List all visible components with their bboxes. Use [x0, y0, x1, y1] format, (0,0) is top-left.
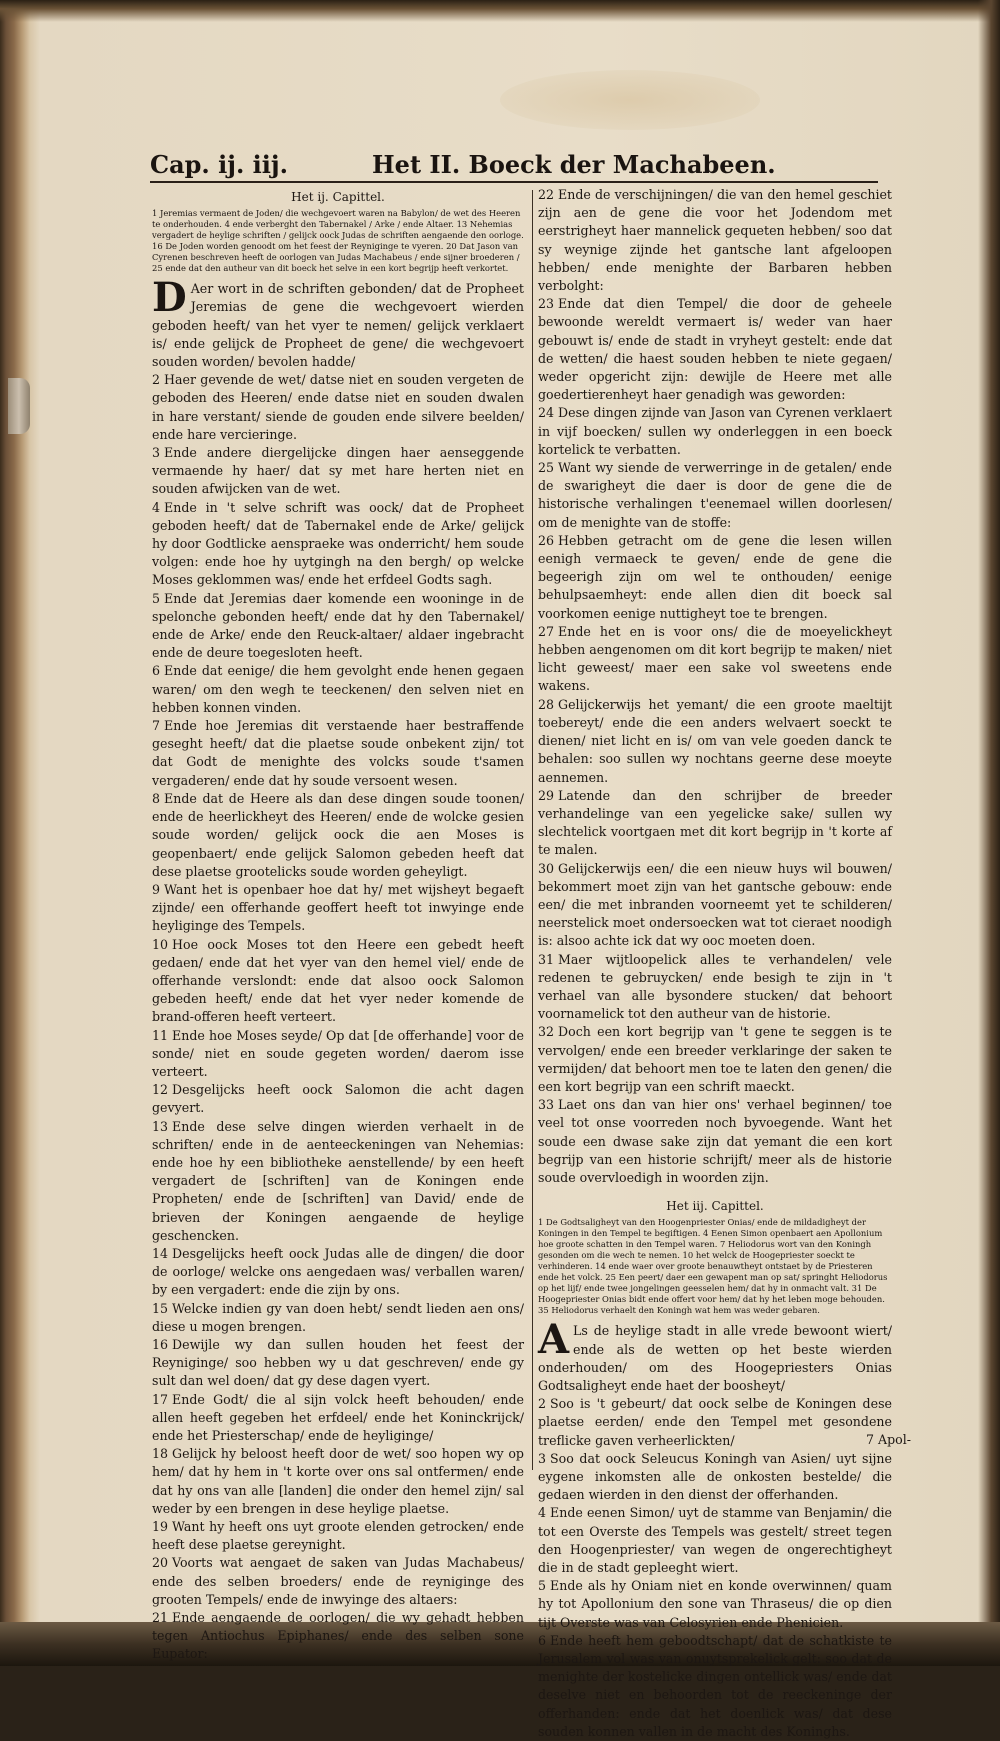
- verse-30: [538, 860, 892, 951]
- verse-text: Soo is 't gebeurt/ dat oock selbe de Koningen dese plaetse eerden/ ende den Tempel met gesondene treflicke gaven verheerlickten/: [538, 1396, 892, 1448]
- verse-text: Dewijle wy dan sullen houden het feest der Reyniginge/ soo hebben wy u dat geschreven/ ende gy sult dan wel doen/ dat gy dese dagen vyert.: [152, 1336, 524, 1389]
- verse-10: [152, 936, 524, 1027]
- verse-text: Ende andere diergelijcke dingen haer aenseggende vermaende hy haer/ dat sy met hare herten niet en souden afwijcken van de wet.: [152, 445, 524, 497]
- verse-22: [538, 186, 892, 295]
- verse-5: [538, 1577, 892, 1632]
- page-edge: [978, 0, 1000, 1666]
- verse-4: [538, 1504, 892, 1577]
- verse-21: [152, 1609, 524, 1664]
- verse-text: Desgelijcks heeft oock Judas alle de dingen/ die door de oorloge/ welcke ons aengedaen was/ verballen waren/ by een vergadert: ende die zijn by ons.: [152, 1245, 524, 1298]
- verse-text: Gelijck hy beloost heeft door de wet/ soo hopen wy op hem/ dat hy hem in 't korte over ons sal ontfermen/ ende dat hy ons van alle [landen] die onder den hemel zijn/ sal weder by een brengen in dese heylige plaetse.: [152, 1446, 524, 1516]
- verse-18: [152, 1445, 524, 1518]
- verse-number: 3: [538, 1450, 547, 1466]
- verse-2: [538, 1395, 892, 1450]
- binding-shadow: [0, 0, 1000, 22]
- verse-number: 4: [538, 1505, 547, 1521]
- verse-5: [152, 590, 524, 663]
- verse-number: 23: [538, 296, 555, 312]
- chapter-3-title: Het iij. Capittel.: [666, 1199, 764, 1214]
- verse-12: [152, 1081, 524, 1117]
- verse-number: 25: [538, 460, 555, 476]
- verse-28: [538, 696, 892, 787]
- verse-33: [538, 1096, 892, 1187]
- book-title: Het II. Boeck der Machabeen.: [372, 150, 776, 179]
- verse-6: [152, 662, 524, 717]
- verse-7: [152, 717, 524, 790]
- verse-4: [152, 499, 524, 590]
- verse-14: [152, 1245, 524, 1300]
- verse-number: 18: [152, 1446, 169, 1462]
- verse-16: [152, 1336, 524, 1391]
- left-column: [152, 186, 524, 1664]
- chapter-label: Cap. ij. iij.: [150, 150, 288, 179]
- verse-23: [538, 295, 892, 404]
- verse-text: Ende in 't selve schrift was oock/ dat de Propheet geboden heeft/ dat de Tabernakel ende de Arke/ gelijck hy door Godtlicke aenspraeke was onderricht/ hem soude volgen: ende hoe hy uytgingh na den bergh/ op welcke Moses geklommen was/ ende het erfdeel Godts sagh.: [152, 499, 524, 588]
- verse-number: 31: [538, 951, 555, 967]
- verse-number: 7: [152, 718, 161, 734]
- column-divider: [532, 190, 533, 1470]
- verse-text: Ende heeft hem geboodtschapt/ dat de schatkiste te Jerusalem vol was van onuytsprekelick gelt: soo dat de menighte der kostelicke dingen ontellick was/ ende dat deselve niet en behoorden tot de reeckeninge der offerhanden: ende dat het doenlick was/ dat dese souden konnen vallen in de macht des Koninghs.: [538, 1632, 892, 1739]
- verse-number: 19: [152, 1519, 169, 1535]
- verse-text: Want het is openbaer hoe dat hy/ met wijsheyt begaeft zijnde/ een offerhande geoffert heeft tot inwyinge ende heyliginge des Tempels.: [152, 881, 524, 934]
- verse-text: Desgelijcks heeft oock Salomon die acht dagen gevyert.: [152, 1082, 524, 1116]
- verse-text: Want hy heeft ons uyt groote elenden getrocken/ ende heeft dese plaetse gereynight.: [152, 1519, 524, 1553]
- verse-number: 13: [152, 1118, 169, 1134]
- verse-number: 14: [152, 1245, 169, 1261]
- verse-number: 20: [152, 1555, 169, 1571]
- verse-number: 15: [152, 1300, 169, 1316]
- running-header: [150, 150, 776, 190]
- verse-text: Ende dat dien Tempel/ die door de geheele bewoonde wereldt vermaert is/ weder van haer gebouwt is/ ende de stadt in vryheyt gestelt: ende dat de wetten/ die haest souden hebben te niete gegaen/ weder opgericht zijn: dewijle de Heere met alle goedertierenheyt haer genadigh was geworden:: [538, 296, 892, 403]
- verse-32: [538, 1023, 892, 1096]
- chapter-2-verses-cont: [538, 186, 892, 1187]
- verse-26: [538, 532, 892, 623]
- verse-29: [538, 787, 892, 860]
- verse-number: 10: [152, 936, 169, 952]
- verse-text: Ende dat Jeremias daer komende een wooninge in de spelonche gebonden heeft/ ende dat hy den Tabernakel/ ende de Arke/ ende den Reuck-altaer/ aldaer ingebracht ende de deure toegesloten heeft.: [152, 590, 524, 661]
- verse-24: [538, 404, 892, 459]
- verse-text: Gelijckerwijs een/ die een nieuw huys wil bouwen/ bekommert moet zijn van het gantsche gebouw: ende een/ die met inbranden voorneemt yet te schilderen/ neerstelick moet ondersoecken wat tot cieraet noodigh is: alsoo achte ick dat wy ooc moeten doen.: [538, 860, 892, 949]
- verse-number: 9: [152, 881, 161, 897]
- verse-number: 3: [152, 445, 161, 461]
- verse-20: [152, 1554, 524, 1609]
- drop-cap: D: [152, 274, 187, 322]
- drop-cap: A: [538, 1316, 570, 1364]
- verse-number: 33: [538, 1097, 555, 1113]
- verse-text: Latende dan den schrijber de breeder verhandelinge van een yegelicke sake/ sullen wy slechtelick voortgaen met dit kort begrijp in 't korte af te malen.: [538, 787, 892, 858]
- verse-17: [152, 1391, 524, 1446]
- verse-text: Hoe oock Moses tot den Heere een gebedt heeft gedaen/ ende dat het vyer van den hemel viel/ ende de offerhande verslondt: ende dat alsoo oock Salomon gebeden heeft/ ende dat het vyer neder komende de brand-offeren heeft verteert.: [152, 936, 524, 1025]
- verse-number: 24: [538, 405, 555, 421]
- verse-text: Voorts wat aengaet de saken van Judas Machabeus/ ende des selben broeders/ ende de reyniginge des grooten Tempels/ ende de inwyinge des altaers:: [152, 1555, 524, 1607]
- chapter-2-verses: [152, 371, 524, 1663]
- verse-number: 27: [538, 623, 555, 639]
- verse-9: [152, 881, 524, 936]
- verse-number: 16: [152, 1336, 169, 1352]
- book-clip: [8, 378, 30, 434]
- verse-3: [538, 1450, 892, 1505]
- verse-text: Ende eenen Simon/ uyt de stamme van Benjamin/ die tot een Overste des Tempels was gestelt/ street tegen den Hoogenpriester/ van wegen de ongerechtigheyt die in de stadt gepleeght wiert.: [538, 1505, 892, 1576]
- verse-text: Ende Godt/ die al sijn volck heeft behouden/ ende allen heeft gegeben het erfdeel/ ende het Koninckrijck/ ende het Priesterschap/ ende de heyliginge/: [152, 1391, 524, 1443]
- verse-text: Ende de verschijningen/ die van den hemel geschiet zijn aen de gene die voor het Jodendom met eerstrigheyt haer mannelick gequeten hebben/ soo dat sy weynige zijnde het gantsche lant afgeloopen hebben/ ende menighte der Barbaren hebben verbolght:: [538, 187, 892, 294]
- verse-number: 4: [152, 499, 161, 515]
- verse-text: Ende het en is voor ons/ die de moeyelickheyt hebben aengenomen om dit kort begrijp te maken/ niet licht geweest/ maer een sake vol sweetens ende wakens.: [538, 623, 892, 694]
- verse-1: D Aer wort in de schriften gebonden/ dat de Propheet Jeremias de gene die wechgevoert wierden geboden heeft/ van het vyer te nemen/ gelijck verklaert is/ ende gelijck de Propheet de gene/ die wechgevoert souden worden/ bevolen hadde/: [152, 274, 524, 370]
- verse-number: 22: [538, 187, 555, 202]
- verse-number: 12: [152, 1082, 169, 1098]
- verse-19: [152, 1518, 524, 1554]
- verse-number: 6: [152, 663, 161, 679]
- verse-text: Laet ons dan van hier ons' verhael beginnen/ toe veel tot onse voorreden noch byvoegende. Want het soude een dwase sake zijn dat yemant die een kort begrijp van een historie schrijft/ meer als de historie soude overvloedigh in woorden zijn.: [538, 1097, 892, 1185]
- verse-15: [152, 1300, 524, 1336]
- verse-number: 17: [152, 1391, 169, 1407]
- verse-number: 2: [152, 372, 161, 388]
- verse-number: 32: [538, 1024, 555, 1040]
- verse-text: Ende als hy Oniam niet en konde overwinnen/ quam hy tot Apollonium den sone van Thraseus/ die op dien tijt Overste was van Celosyrien ende Phenicien.: [538, 1578, 892, 1630]
- verse-6: [538, 1632, 892, 1741]
- verse-text: Welcke indien gy van doen hebt/ sendt lieden aen ons/ diese u mogen brengen.: [152, 1300, 524, 1334]
- verse-number: 21: [152, 1610, 169, 1626]
- right-column: [538, 186, 892, 1741]
- verse-number: 5: [538, 1578, 547, 1594]
- verse-text: Ende hoe Moses seyde/ Op dat [de offerhande] voor de sonde/ niet en soude gegeten worden/ daerom isse verteert.: [152, 1027, 524, 1079]
- catchword: 7 Apol-: [866, 1432, 912, 1447]
- verse-number: 28: [538, 696, 555, 712]
- verse-text: Haer gevende de wet/ datse niet en souden vergeten de geboden des Heeren/ ende datse niet en souden dwalen in hare verstant/ siende de gouden ende silvere beelden/ ende hare vercieringe.: [152, 372, 524, 442]
- chapter-2-summary: 1 Jeremias vermaent de Joden/ die wechgevoert waren na Babylon/ de wet des Heeren te onderhouden. 4 ende verberght den Tabernakel / Arke / ende Altaer. 13 Nehemias vergadert de heylige schriften / gelijck oock Judas de schriften aengaende den oorloge. 16 De Joden worden genoodt om het feest der Reyniginge te vyeren. 20 Dat Jason van Cyrenen beschreven heeft de oorlogen van Judas Machabeus / ende sijner broederen / 25 ende dat den autheur van dit boeck het selve in een kort begrijp heeft verkortet.: [152, 208, 524, 274]
- verse-text: Gelijckerwijs het yemant/ die een groote maeltijt toebereyt/ ende die een anders welvaert soeckt te dienen/ niet licht en is/ om van vele goeden danck te behalen: soo sullen wy nochtans geerne dese moeyte aennemen.: [538, 696, 892, 785]
- verse-text: Maer wijtloopelick alles te verhandelen/ vele redenen te gebruycken/ ende besigh te zijn in 't verhael van alle bysondere stucken/ dat behoort voornamelick tot den autheur van de historie.: [538, 951, 892, 1022]
- verse-8: [152, 790, 524, 881]
- header-rule: [150, 181, 878, 183]
- verse-2: [152, 371, 524, 444]
- verse-11: [152, 1027, 524, 1082]
- chapter-3-verses: [538, 1395, 892, 1741]
- verse-27: [538, 623, 892, 696]
- verse-text: Ende dat eenige/ die hem gevolght ende henen gegaen waren/ om den wegh te teeckenen/ den selven niet en hebben konnen vinden.: [152, 663, 524, 715]
- verse-1: A Ls de heylige stadt in alle vrede bewoont wiert/ ende als de wetten op het beste wierden onderhouden/ om des Hoogepriesters Onias Godtsaligheyt ende haet der boosheyt/: [538, 1316, 892, 1393]
- paper-stain: [500, 70, 760, 130]
- verse-number: 29: [538, 787, 555, 803]
- verse-text: Want wy siende de verwerringe in de getalen/ ende de swarigheyt die daer is door de gene die de historische verhalingen t'eenemael willen doorlesen/ om de menighte van de stoffe:: [538, 460, 892, 530]
- verse-text: Ende dat de Heere als dan dese dingen soude toonen/ ende de heerlickheyt des Heeren/ ende de wolcke gesien soude worden/ gelijck oock die aen Moses is geopenbaert/ ende gelijck Salomon gebeden heeft dat dese plaetse grootelicks soude worden geheyligt.: [152, 790, 524, 879]
- verse-number: 5: [152, 590, 161, 606]
- verse-text: Hebben getracht om de gene die lesen willen eenigh vermaeck te geven/ ende de gene die begeerigh zijn om wel te onthouden/ eenige behulpsaemheyt: ende allen dien dit boeck sal voorkomen eenige nuttigheyt toe te brengen.: [538, 532, 892, 621]
- verse-text: Ende hoe Jeremias dit verstaende haer bestraffende geseght heeft/ dat die plaetse soude onbekent zijn/ tot dat Godt de menighte des volcks soude t'samen vergaderen/ ende dat hy soude versoent wesen.: [152, 718, 524, 788]
- verse-text: Ende aengaende de oorlogen/ die wy gehadt hebben tegen Antiochus Epiphanes/ ende des selben sone Eupator:: [152, 1610, 524, 1662]
- verse-text: Ende dese selve dingen wierden verhaelt in de schriften/ ende in de aenteeckeningen van Nehemias: ende hoe hy een bibliotheke aenstellende/ by een heeft vergadert de [schriften] van de Koningen ende Propheten/ ende de [schriften] van David/ ende de brieven der Koningen aengaende de heylige geschencken.: [152, 1118, 524, 1243]
- verse-number: 2: [538, 1396, 547, 1412]
- verse-13: [152, 1118, 524, 1245]
- verse-number: 26: [538, 532, 555, 548]
- verse-31: [538, 951, 892, 1024]
- verse-25: [538, 459, 892, 532]
- verse-3: [152, 444, 524, 499]
- chapter-3-summary: 1 De Godtsaligheyt van den Hoogenpriester Onias/ ende de mildadigheyt der Koningen in den Tempel te begiftigen. 4 Eenen Simon openbaert aen Apollonium hoe groote schatten in den Tempel waren. 7 Heliodorus wort van den Koningh gesonden om die wech te nemen. 10 het welck de Hoogepriester soeckt te verhinderen. 14 ende waer over groote benauwtheyt ontstaet by de Priesteren ende het volck. 25 Een peert/ daer een gewapent man op sat/ springht Heliodorus op het lijf/ ende twee jongelingen geesselen hem/ dat hy in onmacht valt. 31 De Hoogepriester Onias bidt ende offert voor hem/ dat hy het leben moge behouden. 35 Heliodorus verhaelt den Koningh wat hem was weder gebaren.: [538, 1217, 888, 1316]
- verse-text: Doch een kort begrijp van 't gene te seggen is te vervolgen/ ende een breeder verklaringe der saken te vermijden/ dat behoort men toe te laten den genen/ die een kort begrijp van een schrift maeckt.: [538, 1024, 892, 1094]
- verse-number: 30: [538, 860, 555, 876]
- verse-text: Dese dingen zijnde van Jason van Cyrenen verklaert in vijf boecken/ sullen wy onderleggen in een boeck kortelick te verbatten.: [538, 405, 892, 457]
- verse-number: 8: [152, 790, 161, 806]
- verse-text: Soo dat oock Seleucus Koningh van Asien/ uyt sijne eygene inkomsten alle de onkosten bestelde/ die gedaen wierden in den dienst der offerhanden.: [538, 1450, 892, 1503]
- verse-number: 6: [538, 1632, 547, 1648]
- chapter-2-title: Het ij. Capittel.: [291, 190, 385, 204]
- verse-number: 11: [152, 1027, 169, 1043]
